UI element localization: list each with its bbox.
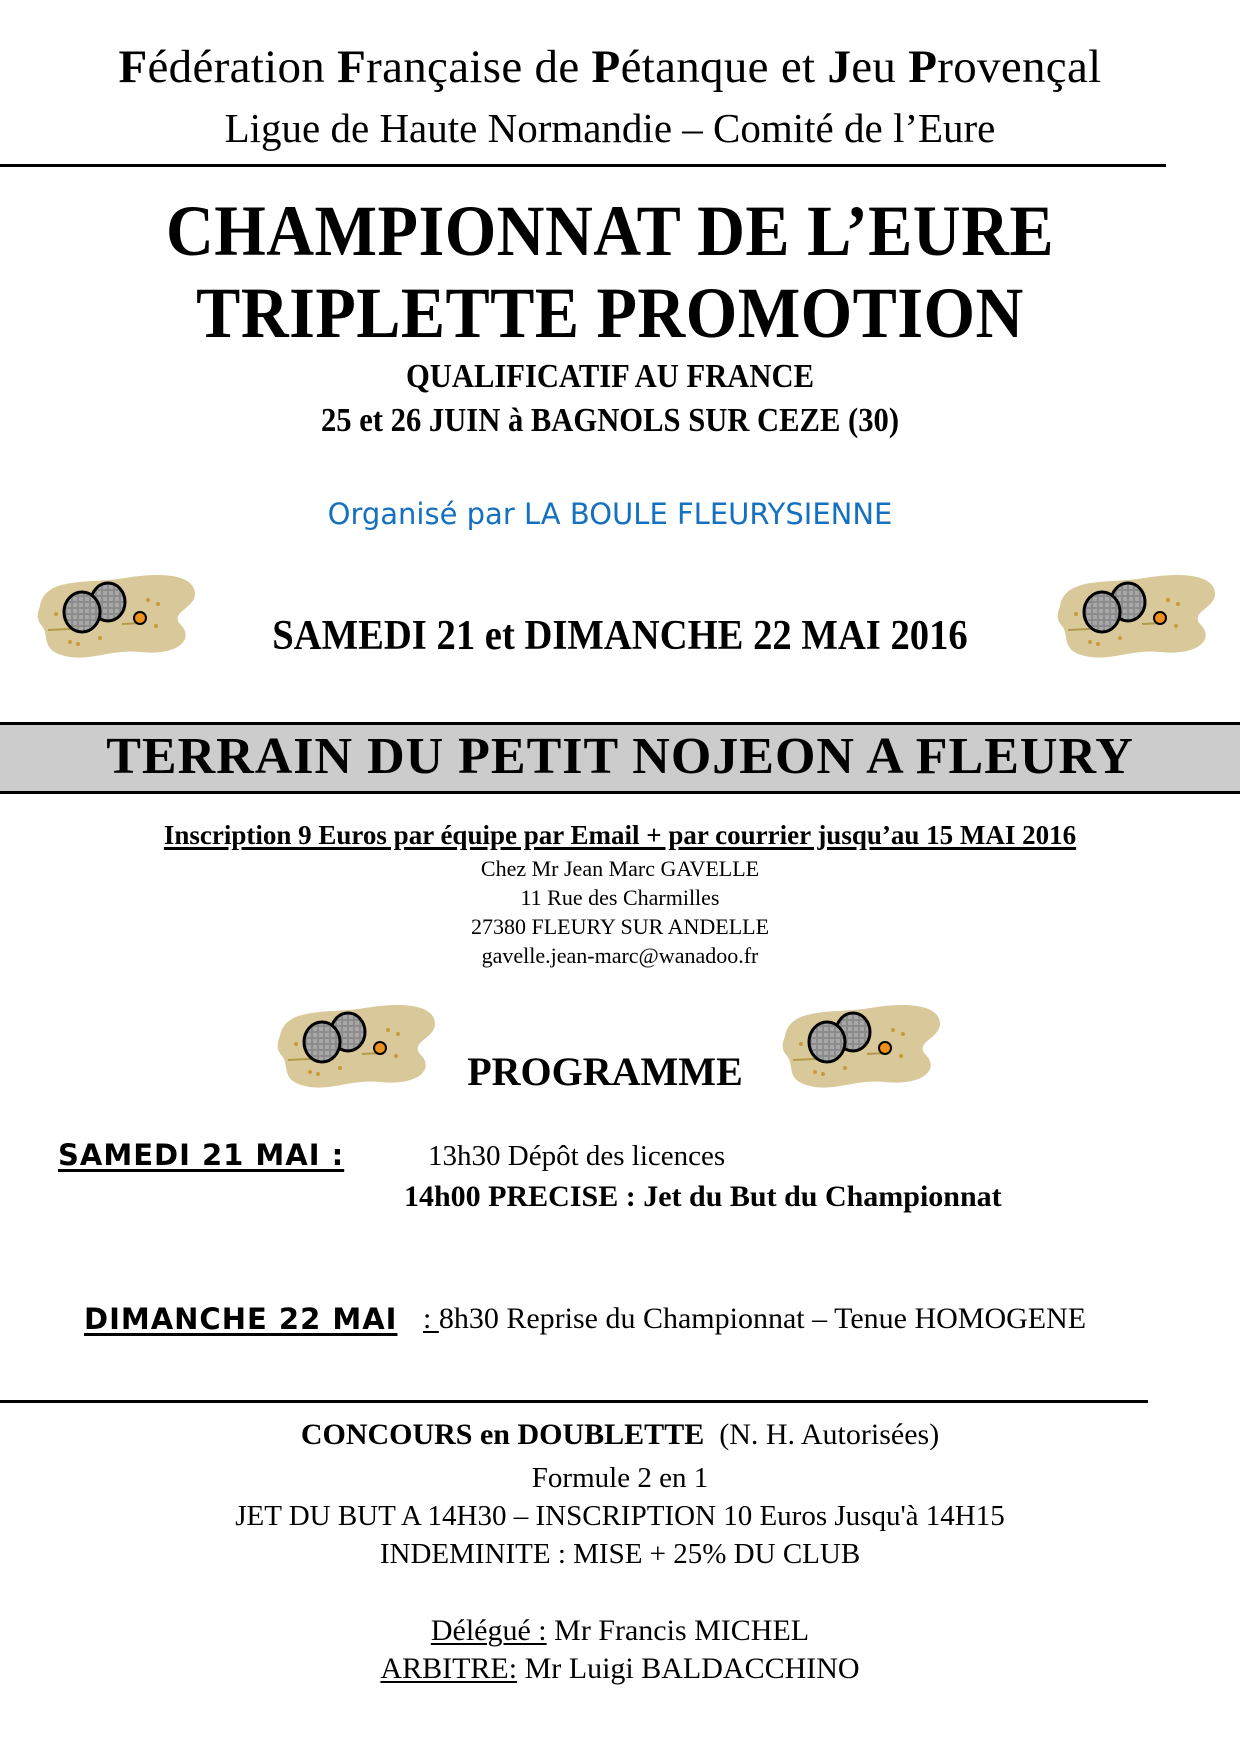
- referee-label: ARBITRE:: [380, 1652, 518, 1685]
- federation-initial-f1: F: [118, 41, 148, 93]
- concours-jet-inscription: JET DU BUT A 14H30 – INSCRIPTION 10 Euros Jusqu'à 14H15: [235, 1500, 1005, 1532]
- sunday-label-text: DIMANCHE 22 MAI: [84, 1302, 398, 1336]
- saturday-licence-deposit: 13h30 Dépôt des licences: [428, 1140, 726, 1172]
- petanque-boules-icon: [775, 996, 945, 1096]
- final-date-location: 25 et 26 JUIN à BAGNOLS SUR CEZE (30): [320, 402, 900, 439]
- federation-title: [0, 40, 1220, 94]
- federation-text: étanque et: [620, 41, 828, 93]
- federation-initial-p1: P: [591, 41, 621, 93]
- federation-initial-f2: F: [337, 41, 367, 93]
- registration-headline-text: Inscription 9 Euros par équipe par Email + par courrier jusqu’au 15 MAI 2016: [163, 820, 1077, 850]
- contact-name: Chez Mr Jean Marc GAVELLE: [480, 856, 760, 881]
- concours-title-text: CONCOURS en DOUBLETTE: [300, 1418, 705, 1451]
- federation-text: rançaise de: [366, 41, 592, 93]
- saturday-start-time: 14h00 PRECISE : Jet du But du Championnat: [404, 1180, 1002, 1213]
- programme-title: PROGRAMME: [467, 1049, 743, 1094]
- registration-headline: [0, 820, 1240, 851]
- federation-text: eu: [851, 41, 909, 93]
- saturday-label: [58, 1138, 344, 1172]
- federation-text: rovençal: [937, 41, 1102, 93]
- delegate-name: Mr Francis MICHEL: [546, 1614, 810, 1647]
- sunday-schedule: [423, 1302, 1086, 1336]
- ligue-subtitle: Ligue de Haute Normandie – Comité de l’Eure: [224, 105, 996, 151]
- header-divider: [0, 164, 1166, 167]
- federation-initial-j: J: [827, 41, 852, 93]
- championship-category: TRIPLETTE PROMOTION: [196, 273, 1024, 353]
- contact-email[interactable]: gavelle.jean-marc@wanadoo.fr: [481, 943, 759, 968]
- sunday-schedule-text: 8h30 Reprise du Championnat – Tenue HOMOGENE: [438, 1302, 1087, 1335]
- petanque-boules-icon: [1050, 566, 1220, 666]
- championship-title: CHAMPIONNAT DE L’EURE: [165, 191, 1055, 271]
- saturday-label-text: SAMEDI 21 MAI :: [58, 1138, 345, 1172]
- concours-formule: Formule 2 en 1: [531, 1462, 709, 1494]
- federation-text: édération: [147, 41, 338, 93]
- referee-name: Mr Luigi BALDACCHINO: [517, 1652, 860, 1685]
- concours-title: [0, 1418, 1240, 1452]
- section-divider: [0, 1400, 1148, 1403]
- sunday-label: [84, 1302, 397, 1336]
- referee-line: [0, 1652, 1240, 1686]
- sunday-separator: :: [423, 1302, 439, 1335]
- concours-note: (N. H. Autorisées): [719, 1418, 940, 1451]
- concours-indemnite: INDEMINITE : MISE + 25% DU CLUB: [379, 1538, 861, 1570]
- venue-name: TERRAIN DU PETIT NOJEON A FLEURY: [106, 728, 1134, 785]
- delegate-line: [0, 1614, 1240, 1648]
- organiser-line: Organisé par LA BOULE FLEURYSIENNE: [327, 497, 893, 531]
- qualification-note: QUALIFICATIF AU FRANCE: [405, 358, 815, 395]
- federation-initial-p2: P: [908, 41, 938, 93]
- contact-city: 27380 FLEURY SUR ANDELLE: [470, 914, 770, 939]
- event-dates: SAMEDI 21 et DIMANCHE 22 MAI 2016: [272, 613, 968, 659]
- delegate-label: Délégué :: [430, 1614, 547, 1647]
- contact-street: 11 Rue des Charmilles: [520, 885, 720, 910]
